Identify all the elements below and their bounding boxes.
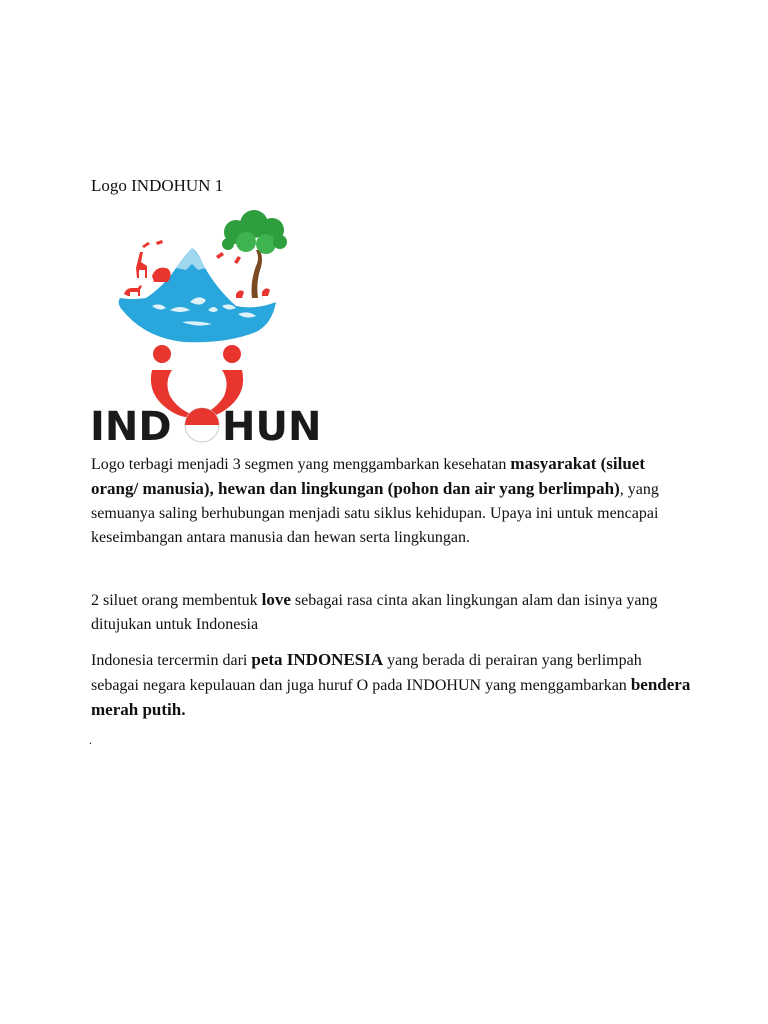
- p2-bold-1: love: [261, 590, 291, 609]
- trailing-dot: .: [89, 733, 92, 747]
- indohun-logo: [86, 206, 326, 446]
- p3-bold-2: bendera merah putih.: [91, 675, 691, 719]
- flag-o-icon: [185, 408, 219, 442]
- paragraph-love: [91, 588, 691, 637]
- logo-heading: Logo INDOHUN 1: [91, 176, 224, 195]
- p3-text-2: yang berada di perairan yang berlimpah sebagai negara kepulauan dan juga huruf O pada INDOHUN yang menggambarkan: [91, 652, 642, 694]
- paragraph-segments: [91, 452, 691, 550]
- p3-bold-1: peta INDONESIA: [251, 650, 384, 669]
- p1-bold-1: masyarakat (siluet orang/ manusia), hewan dan lingkungan (pohon dan air yang berlimpah): [91, 454, 645, 498]
- p3-text-1: Indonesia tercermin dari: [91, 652, 252, 669]
- tree-icon: [222, 210, 287, 298]
- wordmark-left: IND: [90, 404, 172, 446]
- indohun-wordmark: [90, 404, 321, 446]
- p1-text-1: Logo terbagi menjadi 3 segmen yang menggambarkan kesehatan: [91, 456, 511, 473]
- p2-text-2: sebagai rasa cinta akan lingkungan alam dan isinya yang ditujukan untuk Indonesia: [91, 592, 658, 633]
- p2-text-1: 2 siluet orang membentuk: [91, 592, 262, 609]
- wordmark-right: HUN: [222, 404, 322, 446]
- paragraph-indonesia: [91, 648, 691, 723]
- p1-text-2: , yang semuanya saling berhubungan menjadi satu siklus kehidupan. Upaya ini untuk mencapai keseimbangan antara manusia dan hewan serta lingkungan.: [91, 481, 659, 546]
